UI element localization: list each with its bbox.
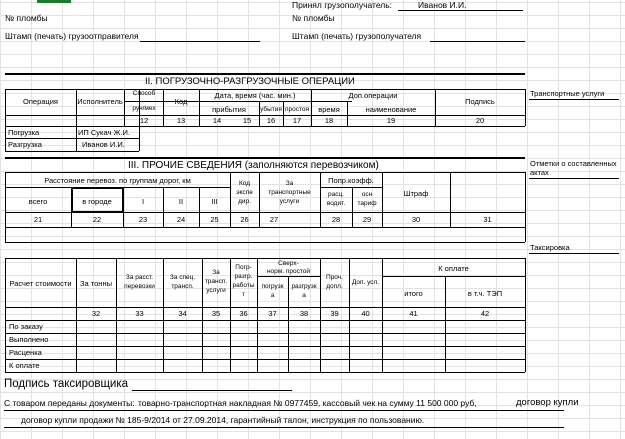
- col-number: 26: [240, 215, 249, 224]
- header-overtime-load: погрузк: [261, 283, 284, 290]
- header-signature: Подпись: [465, 97, 495, 106]
- header-special-bot: трансп.: [171, 283, 194, 290]
- header-code: Код: [238, 180, 251, 187]
- right-received-label: Принял грузополучатель:: [292, 0, 393, 10]
- header-extra: Доп. усл.: [351, 279, 380, 286]
- col-number: 38: [299, 309, 309, 318]
- col-number: 41: [409, 309, 418, 318]
- header-arrival: прибытия: [212, 105, 246, 114]
- header-code: Код: [174, 97, 188, 106]
- right-seal-label: № пломбы: [292, 13, 335, 23]
- row-completed: Выполнено: [9, 335, 49, 344]
- selected-cell-indicator: [37, 0, 71, 3]
- col-number: 35: [211, 309, 221, 318]
- header-pay-total: итого: [404, 289, 423, 298]
- row-unloading-label: Разгрузка: [8, 140, 42, 149]
- right-received-name: Иванов И.И.: [418, 0, 467, 10]
- header-coef-driver: расц.: [327, 191, 344, 198]
- header-loading: Погр-: [235, 264, 252, 271]
- section2-title: II. ПОГРУЗОЧНО-РАЗГРУЗОЧНЫЕ ОПЕРАЦИИ: [145, 76, 355, 87]
- col-number: 14: [212, 116, 222, 125]
- col-number: 34: [178, 309, 187, 318]
- row-by-order: По заказу: [9, 322, 43, 331]
- header-per-ton: За тонны: [80, 279, 112, 288]
- header-overtime: Сверх-: [278, 260, 299, 267]
- header-overtime-load-bot: а: [270, 292, 275, 299]
- header-overtime-mid: норм. простой: [266, 268, 311, 275]
- header-to-pay: К оплате: [438, 264, 469, 273]
- row-loading-executor: ИП Сукач Ж.И.: [78, 128, 130, 137]
- header-city: в городе: [82, 197, 112, 206]
- col-number: 16: [266, 116, 276, 125]
- row-unloading-executor: Иванов И.И.: [82, 140, 125, 149]
- col-number: 24: [176, 215, 186, 224]
- header-executor: Исполнитель: [77, 97, 123, 106]
- col-number: 15: [242, 116, 252, 125]
- col-number: 31: [483, 215, 492, 224]
- taxing-label: Таксировка: [530, 243, 570, 252]
- header-transport-services-mid: транспортные: [268, 189, 311, 196]
- header-code-bot: дир.: [238, 198, 251, 205]
- col-number: 20: [475, 116, 485, 125]
- col-number: 18: [324, 116, 334, 125]
- header-operation: Операция: [23, 97, 58, 106]
- taxer-signature-label: Подпись таксировщика: [4, 378, 129, 390]
- header-loading-3: работы: [232, 282, 255, 289]
- header-coef-driver-bot: водит.: [326, 200, 346, 207]
- header-distance: Расстояние перевоз. по группам дорог, км: [44, 176, 191, 185]
- header-group-1: I: [141, 197, 145, 206]
- col-number: 37: [268, 309, 277, 318]
- col-number: 30: [411, 215, 421, 224]
- header-overtime-unload: разгрузк: [291, 283, 317, 290]
- header-special: За спец.: [169, 274, 196, 281]
- header-time: время: [318, 105, 340, 114]
- col-number: 13: [176, 116, 186, 125]
- header-total: всего: [28, 197, 48, 206]
- col-number: 27: [269, 215, 279, 224]
- docs-line1-prefix: С товаром переданы документы:: [4, 398, 135, 408]
- header-idle: простоя: [284, 106, 310, 113]
- header-per-distance-bot: перевозки: [124, 283, 155, 290]
- header-coef: Попр.коэфф.: [328, 176, 374, 185]
- col-number: 22: [92, 215, 102, 224]
- header-transport-services-bot: услуги: [279, 198, 300, 205]
- header-overtime-unload-bot: а: [302, 292, 306, 299]
- left-seal-label: № пломбы: [5, 13, 48, 23]
- col-number: 28: [331, 215, 341, 224]
- header-other-bot: допл.: [326, 283, 343, 290]
- left-stamp-label: Штамп (печать) грузоотправителя: [5, 31, 139, 41]
- header-group-3: III: [211, 197, 218, 206]
- header-pay-tep: в т.ч. ТЭП: [467, 289, 503, 298]
- header-datetime: Дата, время (час. мин.): [214, 91, 296, 100]
- header-calc: Расчет стоимости: [9, 279, 72, 288]
- header-loading-2: разгр.: [234, 273, 253, 280]
- col-number: 40: [361, 309, 370, 318]
- acts-marks-label: Отметки о составленных: [530, 159, 617, 168]
- header-fine: Штраф: [403, 189, 429, 198]
- header-coef-tariff: осн: [361, 191, 373, 198]
- header-transport: За: [212, 269, 220, 276]
- row-rate: Расценка: [9, 348, 42, 357]
- col-number: 39: [330, 309, 339, 318]
- header-transport-services: За: [285, 180, 294, 187]
- header-extra-ops: Доп.операции: [348, 91, 398, 100]
- col-number: 33: [135, 309, 144, 318]
- col-number: 42: [480, 309, 490, 318]
- col-number: 19: [386, 116, 396, 125]
- row-to-pay: К оплате: [9, 361, 40, 370]
- header-other: Проч.: [326, 274, 343, 281]
- section3-title: III. ПРОЧИЕ СВЕДЕНИЯ (заполняются перевозчиком): [128, 160, 379, 171]
- col-number: 32: [91, 309, 101, 318]
- col-number: 23: [138, 215, 148, 224]
- col-number: 36: [239, 309, 248, 318]
- header-method: Способ: [132, 90, 156, 97]
- col-number: 17: [292, 116, 302, 125]
- header-code-mid: экспе: [236, 189, 253, 196]
- header-transport-mid: трансп.: [204, 278, 228, 285]
- col-number: 29: [362, 215, 372, 224]
- transport-services-label: Транспортные услуги: [530, 89, 605, 98]
- right-stamp-label: Штамп (печать) грузополучателя: [292, 31, 422, 41]
- header-loading-4: т: [242, 291, 245, 298]
- docs-line1: товарно-транспортная накладная № 0977459, кассовый чек на сумму 11 500 000 руб,: [138, 398, 477, 408]
- header-per-distance: За расст.: [125, 274, 154, 281]
- col-number: 21: [33, 215, 43, 224]
- header-coef-tariff-bot: тариф: [357, 200, 377, 207]
- header-method-sub: руч/мех: [132, 105, 156, 112]
- header-transport-bot: услуги: [206, 287, 226, 294]
- header-departure: убытия: [260, 106, 282, 113]
- header-group-2: II: [178, 197, 184, 206]
- col-number: 25: [210, 215, 219, 224]
- row-loading-label: Погрузка: [8, 128, 40, 137]
- docs-line1-bold: договор купли: [516, 397, 579, 408]
- header-name: наименование: [365, 105, 417, 114]
- docs-line2: договор купли продажи № 185-9/2014 от 27.09.2014, гарантийный талон, инструкция по пользованию.: [21, 415, 425, 425]
- acts-marks-label-2: актах: [530, 168, 549, 177]
- col-number: 12: [139, 116, 149, 125]
